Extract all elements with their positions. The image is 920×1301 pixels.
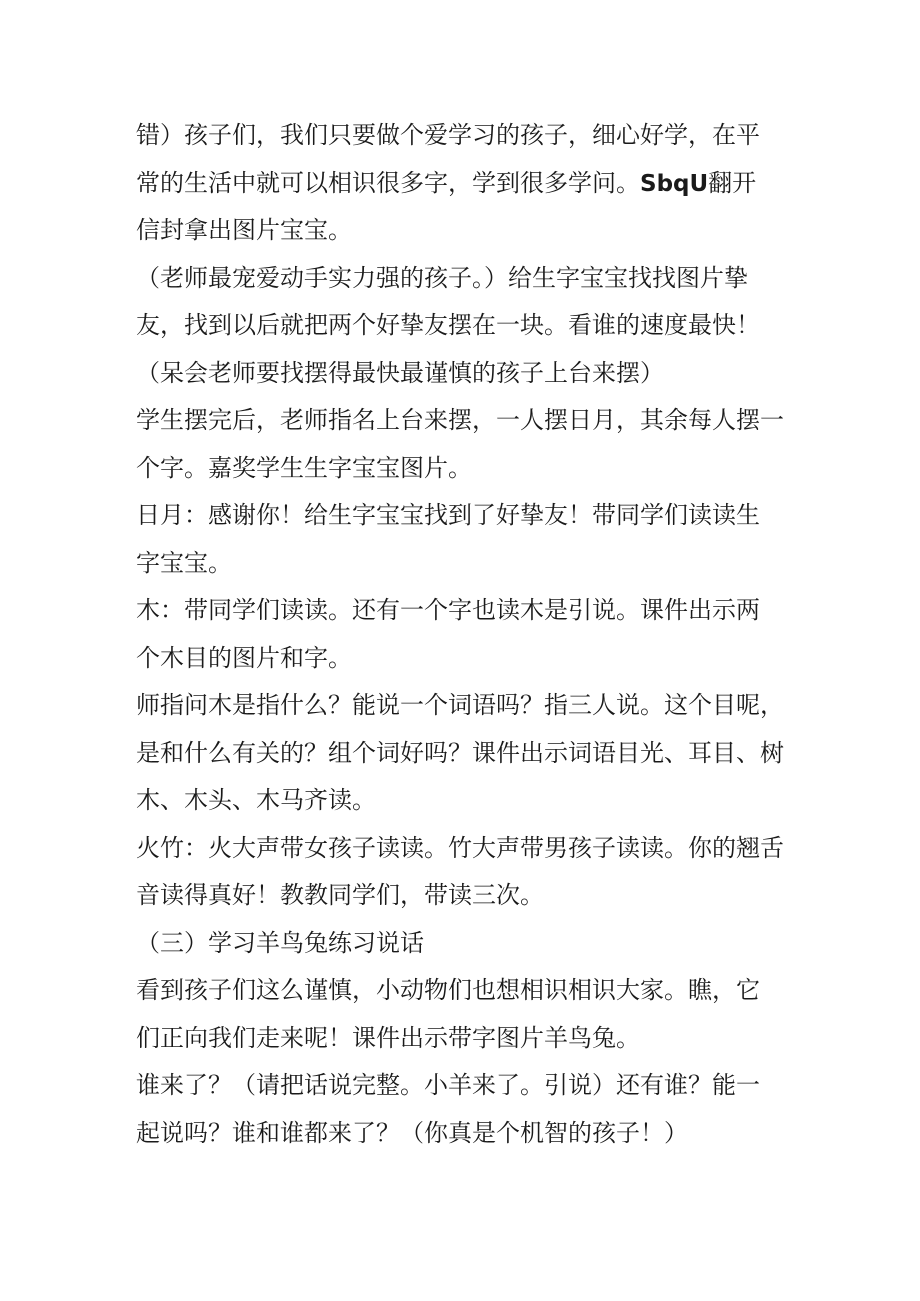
text-line-2-latin: SbqU (640, 170, 709, 197)
text-line-1: 错）孩子们，我们只要做个爱学习的孩子，细心好学，在平 (136, 121, 760, 149)
text-line-13: 师指问木是指什么？能说一个词语吗？指三人说。这个目呢， (136, 691, 784, 719)
text-line-11: 木：带同学们读读。还有一个字也读木是引说。课件出示两 (136, 596, 760, 624)
text-line-8: 个字。嘉奖学生生字宝宝图片。 (136, 453, 472, 482)
text-line-19: 看到孩子们这么谨慎，小动物们也想相识相识大家。瞧，它 (136, 976, 760, 1004)
text-line-22: 起说吗？谁和谁都来了？（你真是个机智的孩子！） (136, 1118, 688, 1147)
text-line-4: （老师最宠爱动手实力强的孩子。）给生字宝宝找找图片挚 (136, 263, 748, 292)
text-line-14: 是和什么有关的？组个词好吗？课件出示词语目光、耳目、树 (136, 738, 784, 767)
text-line-9: 日月：感谢你！给生字宝宝找到了好挚友！带同学们读读生 (136, 501, 760, 529)
text-line-2-start: 常的生活中就可以相识很多字，学到很多学问。 (136, 168, 640, 197)
text-line-21: 谁来了？（请把话说完整。小羊来了。引说）还有谁？能一 (136, 1071, 760, 1099)
document-body (136, 112, 816, 1157)
text-line-17: 音读得真好！教教同学们，带读三次。 (136, 881, 544, 909)
text-line-5: 友，找到以后就把两个好挚友摆在一块。看谁的速度最快！ (136, 311, 760, 339)
text-line-10: 字宝宝。 (136, 548, 232, 577)
text-line-7: 学生摆完后，老师指名上台来摆，一人摆日月，其余每人摆一 (136, 406, 784, 434)
text-line-3: 信封拿出图片宝宝。 (136, 216, 352, 244)
text-line-16: 火竹：火大声带女孩子读读。竹大声带男孩子读读。你的翘舌 (136, 833, 784, 862)
text-line-12: 个木目的图片和字。 (136, 643, 352, 672)
text-line-2-end: 翻开 (708, 168, 757, 197)
text-line-6: （呆会老师要找摆得最快最谨慎的孩子上台来摆） (136, 358, 664, 387)
text-line-18: （三）学习羊鸟兔练习说话 (136, 928, 424, 957)
text-line-15: 木、木头、木马齐读。 (136, 786, 376, 814)
text-line-20: 们正向我们走来呢！课件出示带字图片羊鸟兔。 (136, 1023, 640, 1052)
text-line-2 (136, 160, 816, 208)
